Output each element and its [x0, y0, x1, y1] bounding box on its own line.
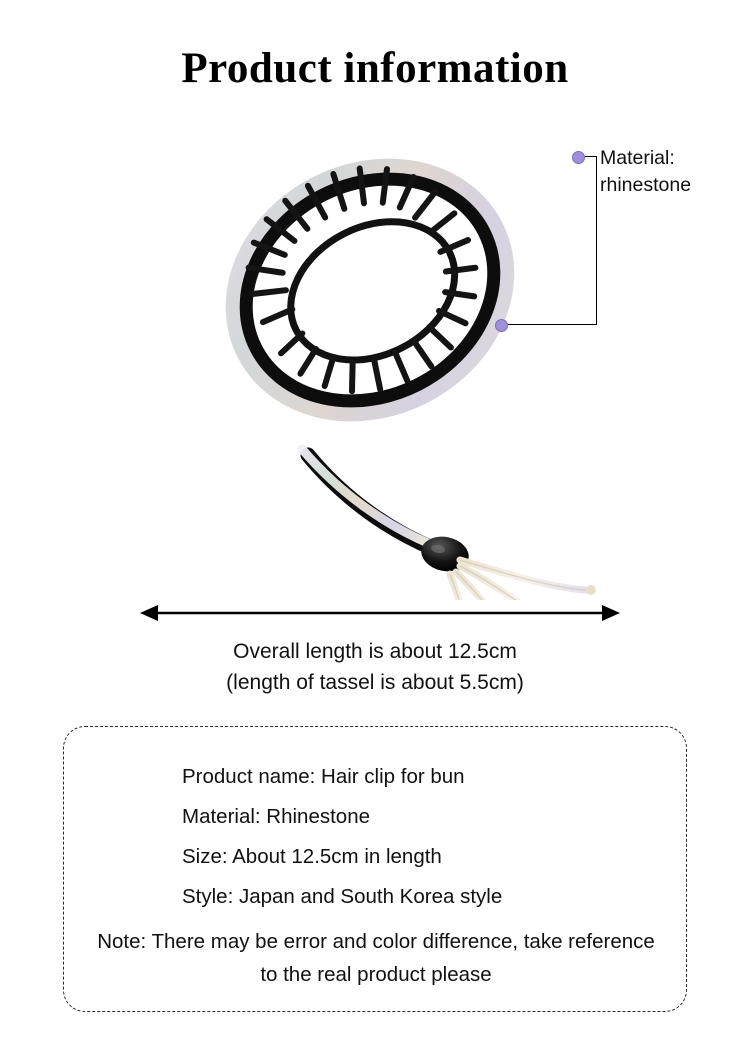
- page-title: Product information: [181, 45, 569, 92]
- callout-dot-top: [572, 151, 585, 164]
- product-details-box: [63, 726, 687, 1012]
- list-item: Material: Rhinestone: [182, 805, 371, 828]
- list-item: Product name: Hair clip for bun: [182, 765, 465, 788]
- product-details-list: [182, 757, 682, 917]
- list-item: Style: Japan and South Korea style: [182, 885, 503, 908]
- dimension-caption: [0, 636, 750, 698]
- callout-label-material: Material: rhinestone: [600, 147, 692, 196]
- dimension-arrow: [140, 600, 620, 626]
- hair-clip-illustration: [120, 120, 640, 600]
- callout-leader-line-bottom: [508, 324, 597, 325]
- dimension-caption-line-1: Overall length is about 12.5cm: [233, 640, 517, 663]
- product-image: [120, 120, 640, 600]
- product-note: Note: There may be error and color difference, take reference to the real product please: [97, 930, 655, 986]
- callout-leader-line-vertical: [596, 156, 597, 325]
- callout-dot-bottom: [495, 319, 508, 332]
- list-item: Size: About 12.5cm in length: [182, 845, 442, 868]
- dimension-caption-line-2: (length of tassel is about 5.5cm): [226, 671, 524, 694]
